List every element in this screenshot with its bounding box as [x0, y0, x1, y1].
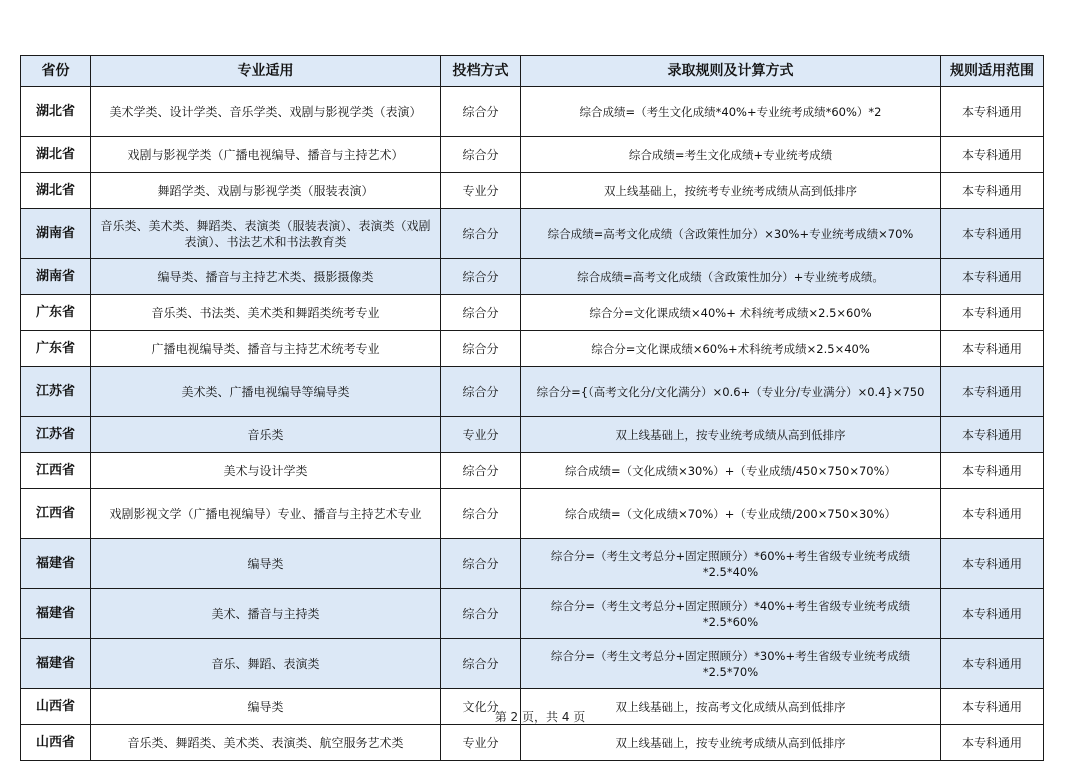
cell-major: 音乐类、美术类、舞蹈类、表演类（服装表演）、表演类（戏剧表演）、书法艺术和书法教育类	[91, 209, 441, 259]
table-row	[21, 331, 1044, 367]
cell-method: 综合分	[441, 87, 521, 137]
cell-major: 美术、播音与主持类	[91, 589, 441, 639]
cell-major: 编导类、播音与主持艺术类、摄影摄像类	[91, 259, 441, 295]
admission-rules-table	[20, 55, 1044, 761]
table-row	[21, 725, 1044, 761]
cell-scope: 本专科通用	[941, 417, 1044, 453]
cell-scope: 本专科通用	[941, 489, 1044, 539]
cell-rule: 综合分=文化课成绩×40%+ 术科统考成绩×2.5×60%	[521, 295, 941, 331]
cell-rule: 综合分=（考生文考总分+固定照顾分）*30%+考生省级专业统考成绩*2.5*70%	[521, 639, 941, 689]
cell-rule: 综合分={（高考文化分/文化满分）×0.6+（专业分/专业满分）×0.4}×750	[521, 367, 941, 417]
cell-method: 综合分	[441, 295, 521, 331]
cell-major: 音乐、舞蹈、表演类	[91, 639, 441, 689]
cell-major: 美术与设计学类	[91, 453, 441, 489]
table-row	[21, 367, 1044, 417]
cell-method: 综合分	[441, 489, 521, 539]
cell-method: 综合分	[441, 331, 521, 367]
cell-scope: 本专科通用	[941, 539, 1044, 589]
cell-rule: 综合成绩=（考生文化成绩*40%+专业统考成绩*60%）*2	[521, 87, 941, 137]
table-row	[21, 209, 1044, 259]
cell-rule: 双上线基础上，按统考专业统考成绩从高到低排序	[521, 173, 941, 209]
cell-province: 福建省	[21, 589, 91, 639]
cell-major: 编导类	[91, 689, 441, 725]
cell-scope: 本专科通用	[941, 137, 1044, 173]
cell-province: 广东省	[21, 331, 91, 367]
cell-method: 综合分	[441, 209, 521, 259]
cell-rule: 综合分=（考生文考总分+固定照顾分）*60%+考生省级专业统考成绩*2.5*40%	[521, 539, 941, 589]
cell-major: 舞蹈学类、戏剧与影视学类（服装表演）	[91, 173, 441, 209]
header-rule: 录取规则及计算方式	[521, 56, 941, 87]
cell-province: 江苏省	[21, 417, 91, 453]
cell-method: 专业分	[441, 173, 521, 209]
header-scope: 规则适用范围	[941, 56, 1044, 87]
table-row	[21, 453, 1044, 489]
cell-province: 江西省	[21, 453, 91, 489]
cell-province: 江西省	[21, 489, 91, 539]
cell-province: 山西省	[21, 725, 91, 761]
cell-major: 编导类	[91, 539, 441, 589]
cell-method: 综合分	[441, 639, 521, 689]
cell-major: 音乐类、舞蹈类、美术类、表演类、航空服务艺术类	[91, 725, 441, 761]
header-method: 投档方式	[441, 56, 521, 87]
cell-method: 专业分	[441, 417, 521, 453]
cell-method: 综合分	[441, 367, 521, 417]
cell-province: 江苏省	[21, 367, 91, 417]
cell-province: 福建省	[21, 639, 91, 689]
cell-scope: 本专科通用	[941, 87, 1044, 137]
cell-major: 音乐类	[91, 417, 441, 453]
cell-major: 音乐类、书法类、美术类和舞蹈类统考专业	[91, 295, 441, 331]
table-row	[21, 259, 1044, 295]
cell-rule: 综合分=文化课成绩×60%+术科统考成绩×2.5×40%	[521, 331, 941, 367]
cell-scope: 本专科通用	[941, 259, 1044, 295]
cell-scope: 本专科通用	[941, 589, 1044, 639]
header-row	[21, 56, 1044, 87]
cell-rule: 综合成绩=高考文化成绩（含政策性加分）×30%+专业统考成绩×70%	[521, 209, 941, 259]
header-major: 专业适用	[91, 56, 441, 87]
cell-rule: 综合分=（考生文考总分+固定照顾分）*40%+考生省级专业统考成绩*2.5*60%	[521, 589, 941, 639]
cell-rule: 双上线基础上，按高考文化成绩从高到低排序	[521, 689, 941, 725]
cell-province: 湖北省	[21, 173, 91, 209]
cell-method: 综合分	[441, 259, 521, 295]
table-row	[21, 417, 1044, 453]
cell-method: 综合分	[441, 589, 521, 639]
cell-province: 湖南省	[21, 209, 91, 259]
cell-scope: 本专科通用	[941, 331, 1044, 367]
cell-rule: 综合成绩=（文化成绩×30%）+（专业成绩/450×750×70%）	[521, 453, 941, 489]
table-row	[21, 137, 1044, 173]
cell-method: 综合分	[441, 453, 521, 489]
cell-scope: 本专科通用	[941, 209, 1044, 259]
cell-method: 文化分	[441, 689, 521, 725]
table-row	[21, 539, 1044, 589]
cell-scope: 本专科通用	[941, 689, 1044, 725]
cell-rule: 综合成绩=（文化成绩×70%）+（专业成绩/200×750×30%）	[521, 489, 941, 539]
cell-province: 湖北省	[21, 137, 91, 173]
cell-method: 专业分	[441, 725, 521, 761]
table-row	[21, 489, 1044, 539]
header-province: 省份	[21, 56, 91, 87]
cell-major: 美术类、广播电视编导等编导类	[91, 367, 441, 417]
cell-major: 戏剧与影视学类（广播电视编导、播音与主持艺术）	[91, 137, 441, 173]
page-number: 第 2 页，共 4 页	[494, 710, 586, 724]
cell-province: 湖北省	[21, 87, 91, 137]
table-row	[21, 173, 1044, 209]
table-row	[21, 589, 1044, 639]
table-row	[21, 639, 1044, 689]
cell-major: 广播电视编导类、播音与主持艺术统考专业	[91, 331, 441, 367]
cell-rule: 双上线基础上，按专业统考成绩从高到低排序	[521, 417, 941, 453]
cell-province: 广东省	[21, 295, 91, 331]
cell-rule: 双上线基础上，按专业统考成绩从高到低排序	[521, 725, 941, 761]
table-body	[21, 87, 1044, 761]
cell-rule: 综合成绩=考生文化成绩+专业统考成绩	[521, 137, 941, 173]
table-header	[21, 56, 1044, 87]
table-row	[21, 295, 1044, 331]
cell-scope: 本专科通用	[941, 173, 1044, 209]
cell-province: 山西省	[21, 689, 91, 725]
cell-scope: 本专科通用	[941, 725, 1044, 761]
cell-scope: 本专科通用	[941, 639, 1044, 689]
cell-major: 戏剧影视文学（广播电视编导）专业、播音与主持艺术专业	[91, 489, 441, 539]
cell-method: 综合分	[441, 137, 521, 173]
cell-scope: 本专科通用	[941, 453, 1044, 489]
table-row	[21, 87, 1044, 137]
cell-province: 福建省	[21, 539, 91, 589]
cell-scope: 本专科通用	[941, 295, 1044, 331]
cell-rule: 综合成绩=高考文化成绩（含政策性加分）+专业统考成绩。	[521, 259, 941, 295]
cell-method: 综合分	[441, 539, 521, 589]
cell-province: 湖南省	[21, 259, 91, 295]
cell-major: 美术学类、设计学类、音乐学类、戏剧与影视学类（表演）	[91, 87, 441, 137]
cell-scope: 本专科通用	[941, 367, 1044, 417]
